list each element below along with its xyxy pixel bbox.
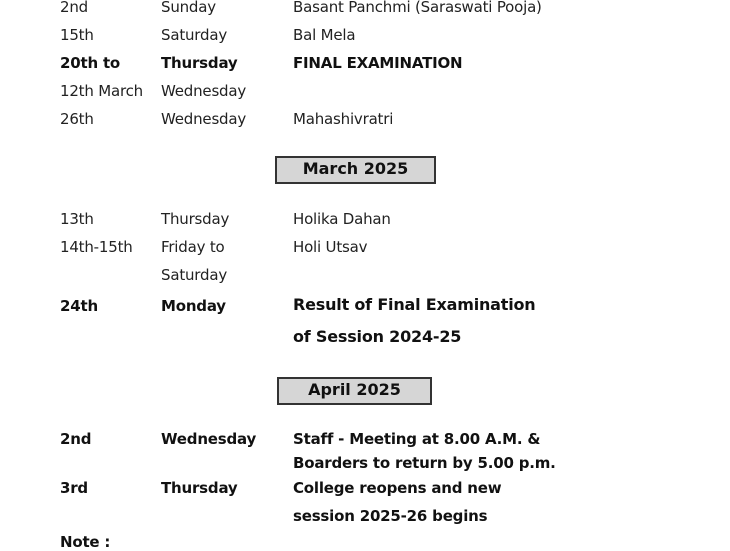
note-label: Note :: [60, 533, 111, 551]
event-cell: Mahashivratri: [293, 110, 394, 128]
day-cell: Thursday: [161, 210, 230, 228]
day-cell: Thursday: [161, 479, 238, 497]
day-cell: Wednesday: [161, 82, 247, 100]
date-cell: 20th to: [60, 54, 121, 72]
day-cell: Friday to: [161, 238, 225, 256]
day-cell: Thursday: [161, 54, 238, 72]
event-cell: FINAL EXAMINATION: [293, 54, 463, 72]
date-cell: 26th: [60, 110, 94, 128]
event-cell: Holika Dahan: [293, 210, 391, 228]
event-cell: Basant Panchmi (Saraswati Pooja): [293, 0, 542, 16]
day-cell: Sunday: [161, 0, 216, 16]
event-cell: Holi Utsav: [293, 238, 368, 256]
day-cell-continued: Saturday: [161, 266, 227, 284]
event-cell-continued: session 2025-26 begins: [293, 507, 488, 525]
day-cell: Monday: [161, 297, 226, 315]
month-heading-april: April 2025: [277, 377, 432, 405]
date-cell: 2nd: [60, 430, 92, 448]
date-cell: 13th: [60, 210, 94, 228]
event-cell-continued: Boarders to return by 5.00 p.m.: [293, 454, 556, 472]
date-cell: 15th: [60, 26, 94, 44]
day-cell: Wednesday: [161, 430, 257, 448]
event-cell: Staff - Meeting at 8.00 A.M. &: [293, 430, 541, 448]
date-cell: 14th-15th: [60, 238, 133, 256]
month-heading-march: March 2025: [275, 156, 436, 184]
date-cell: 2nd: [60, 0, 88, 16]
date-cell: 24th: [60, 297, 98, 315]
event-cell: Result of Final Examination: [293, 295, 536, 314]
day-cell: Wednesday: [161, 110, 247, 128]
event-cell: Bal Mela: [293, 26, 356, 44]
event-cell-continued: of Session 2024-25: [293, 327, 462, 346]
date-cell: 3rd: [60, 479, 88, 497]
date-cell: 12th March: [60, 82, 143, 100]
event-cell: College reopens and new: [293, 479, 502, 497]
day-cell: Saturday: [161, 26, 227, 44]
